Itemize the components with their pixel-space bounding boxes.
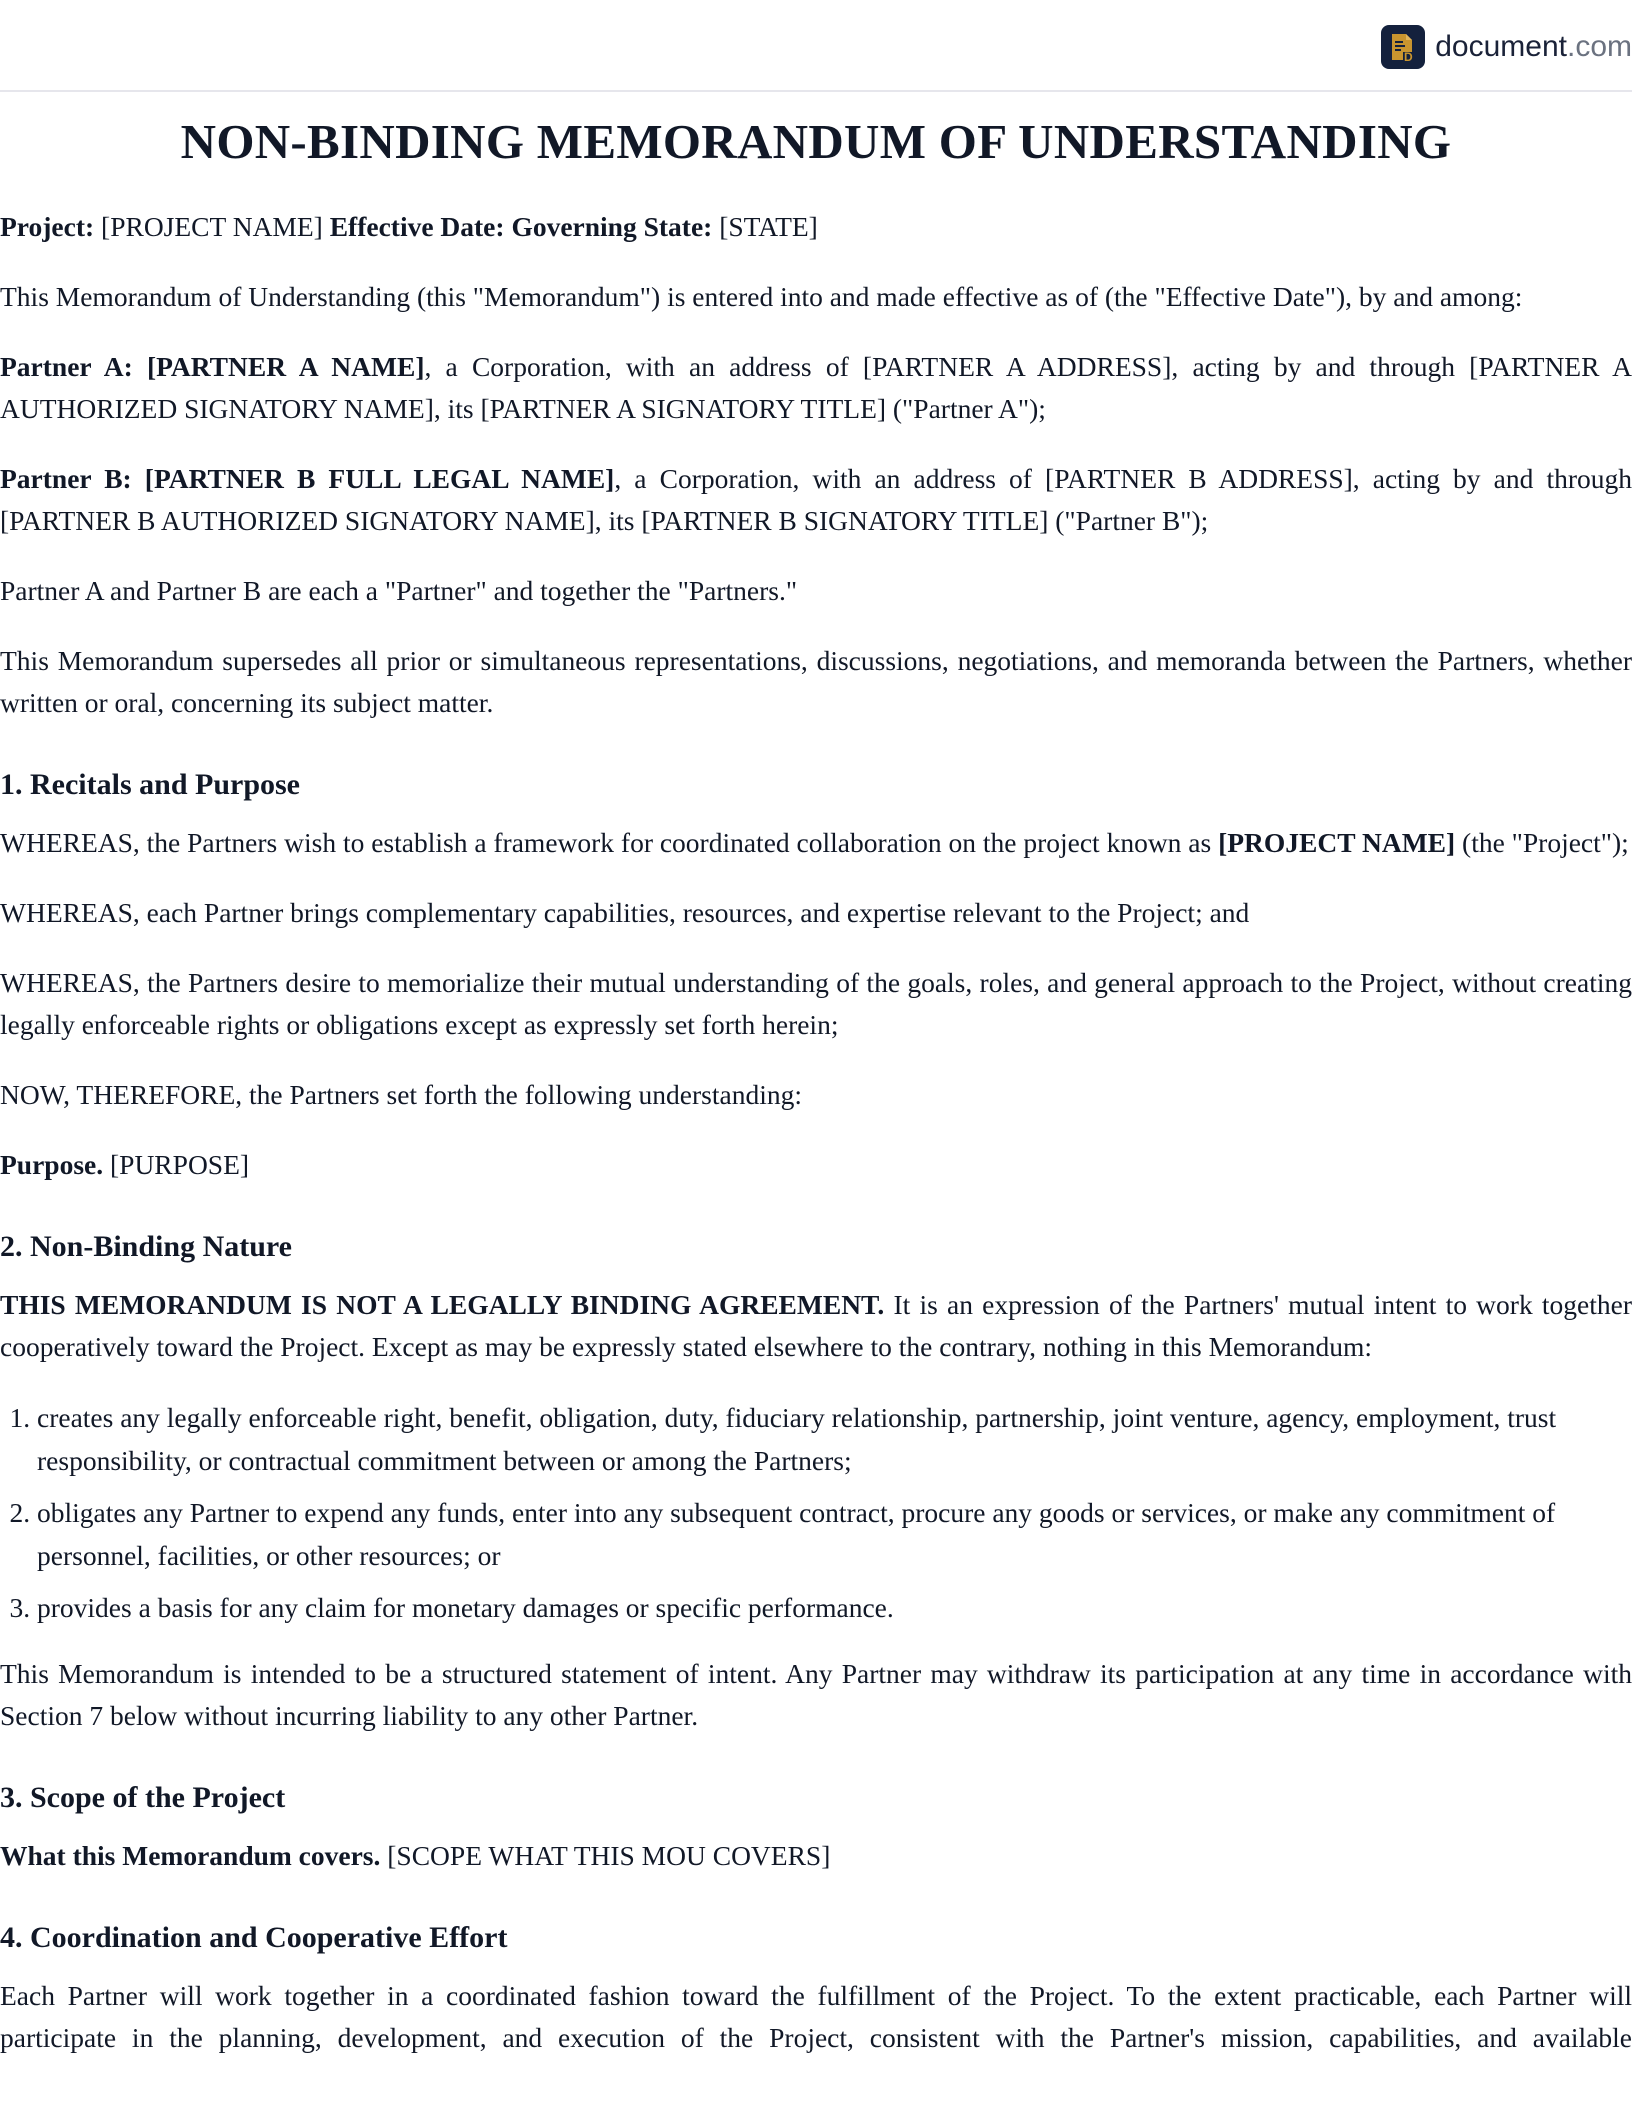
non-binding-lead — [0, 1284, 1632, 1368]
non-binding-statement: THIS MEMORANDUM IS NOT A LEGALLY BINDING AGREEMENT. — [0, 1289, 885, 1320]
section-3-heading: 3. Scope of the Project — [0, 1781, 286, 1814]
list-item: 2. obligates any Partner to expend any funds, enter into any subsequent contract, procure any goods or services, or make any commitment of personnel, facilities, or other resources; or — [37, 1491, 1632, 1577]
section-4-heading: 4. Coordination and Cooperative Effort — [0, 1921, 508, 1954]
partners-definition: Partner A and Partner B are each a "Partner" and together the "Partners." — [0, 575, 798, 606]
non-binding-list — [0, 1396, 1632, 1629]
whereas-2: WHEREAS, each Partner brings complementary capabilities, resources, and expertise relevant to the Project; and — [0, 897, 1250, 928]
partner-a-text: , a Corporation, with an address of [PARTNER A ADDRESS], acting by and through [PARTNER A AUTHORIZED SIGNATORY NAME], its [PARTNER A SIGNATORY TITLE] ("Partner A"); — [0, 351, 1632, 424]
coordination-paragraph: Each Partner will work together in a coordinated fashion toward the fulfillment of the Project. To the extent practicable, each Partner will participate in the planning, development, and execution of the Project, consistent with the Partner's mission, capabilities, and available — [0, 1980, 1632, 2053]
governing-state-label: Governing State: — [504, 211, 713, 242]
project-label: Project: — [0, 211, 95, 242]
whereas-1 — [0, 822, 1632, 864]
svg-text:D: D — [1404, 50, 1413, 63]
whereas-1-tail: (the "Project"); — [1455, 827, 1629, 858]
scope-paragraph — [0, 1835, 1632, 1877]
scope-label: What this Memorandum covers. — [0, 1840, 381, 1871]
governing-state-value: [STATE] — [712, 211, 818, 242]
document-body — [0, 110, 1632, 2059]
partner-b-text: , a Corporation, with an address of [PARTNER B ADDRESS], acting by and through [PARTNER B AUTHORIZED SIGNATORY NAME], its [PARTNER B SIGNATORY TITLE] ("Partner B"); — [0, 463, 1632, 536]
partner-a-label: Partner A: [PARTNER A NAME] — [0, 351, 425, 382]
partner-a-paragraph — [0, 346, 1632, 430]
partner-b-label: Partner B: [PARTNER B FULL LEGAL NAME] — [0, 463, 615, 494]
top-bar — [0, 0, 1632, 92]
whereas-3: WHEREAS, the Partners desire to memorialize their mutual understanding of the goals, roles, and general approach to the Project, without creating legally enforceable rights or obligations except as expressly set forth herein; — [0, 967, 1632, 1040]
purpose-value: [PURPOSE] — [103, 1149, 250, 1180]
meta-line — [0, 206, 1632, 248]
supersedes-paragraph: This Memorandum supersedes all prior or simultaneous representations, discussions, negotiations, and memoranda between the Partners, whether written or oral, concerning its subject matter. — [0, 645, 1632, 718]
partner-b-paragraph — [0, 458, 1632, 542]
non-binding-closing: This Memorandum is intended to be a structured statement of intent. Any Partner may withdraw its participation at any time in accordance with Section 7 below without incurring liability to any other Partner. — [0, 1658, 1632, 1731]
document-logo-icon — [1381, 25, 1425, 69]
list-item: 1. creates any legally enforceable right, benefit, obligation, duty, fiduciary relationship, partnership, joint venture, agency, employment, trust responsibility, or contractual commitment between or among the Partners; — [37, 1396, 1632, 1482]
section-1-heading: 1. Recitals and Purpose — [0, 768, 300, 801]
whereas-1-project: [PROJECT NAME] — [1218, 827, 1456, 858]
brand-name-main: document — [1435, 30, 1567, 63]
brand-tld: .com — [1566, 30, 1632, 63]
whereas-1-text: WHEREAS, the Partners wish to establish a framework for coordinated collaboration on the project known as — [0, 827, 1219, 858]
intro-paragraph: This Memorandum of Understanding (this "Memorandum") is entered into and made effective as of (the "Effective Date"), by and among: — [0, 281, 1523, 312]
list-item: 3. provides a basis for any claim for monetary damages or specific performance. — [37, 1586, 1632, 1629]
section-2-heading: 2. Non-Binding Nature — [0, 1230, 293, 1263]
brand-name — [1435, 30, 1632, 64]
effective-date-label: Effective Date: — [329, 211, 505, 242]
document-title: NON-BINDING MEMORANDUM OF UNDERSTANDING — [180, 114, 1452, 169]
project-value: [PROJECT NAME] — [94, 211, 330, 242]
brand-link[interactable] — [1381, 25, 1632, 69]
non-binding-text: It is an expression of the Partners' mutual intent to work together cooperatively toward the Project. Except as may be expressly stated elsewhere to the contrary, nothing in this Memorandum: — [0, 1289, 1632, 1362]
now-therefore: NOW, THEREFORE, the Partners set forth the following understanding: — [0, 1079, 802, 1110]
scope-value: [SCOPE WHAT THIS MOU COVERS] — [380, 1840, 831, 1871]
purpose-label: Purpose. — [0, 1149, 104, 1180]
purpose-paragraph — [0, 1144, 1632, 1186]
